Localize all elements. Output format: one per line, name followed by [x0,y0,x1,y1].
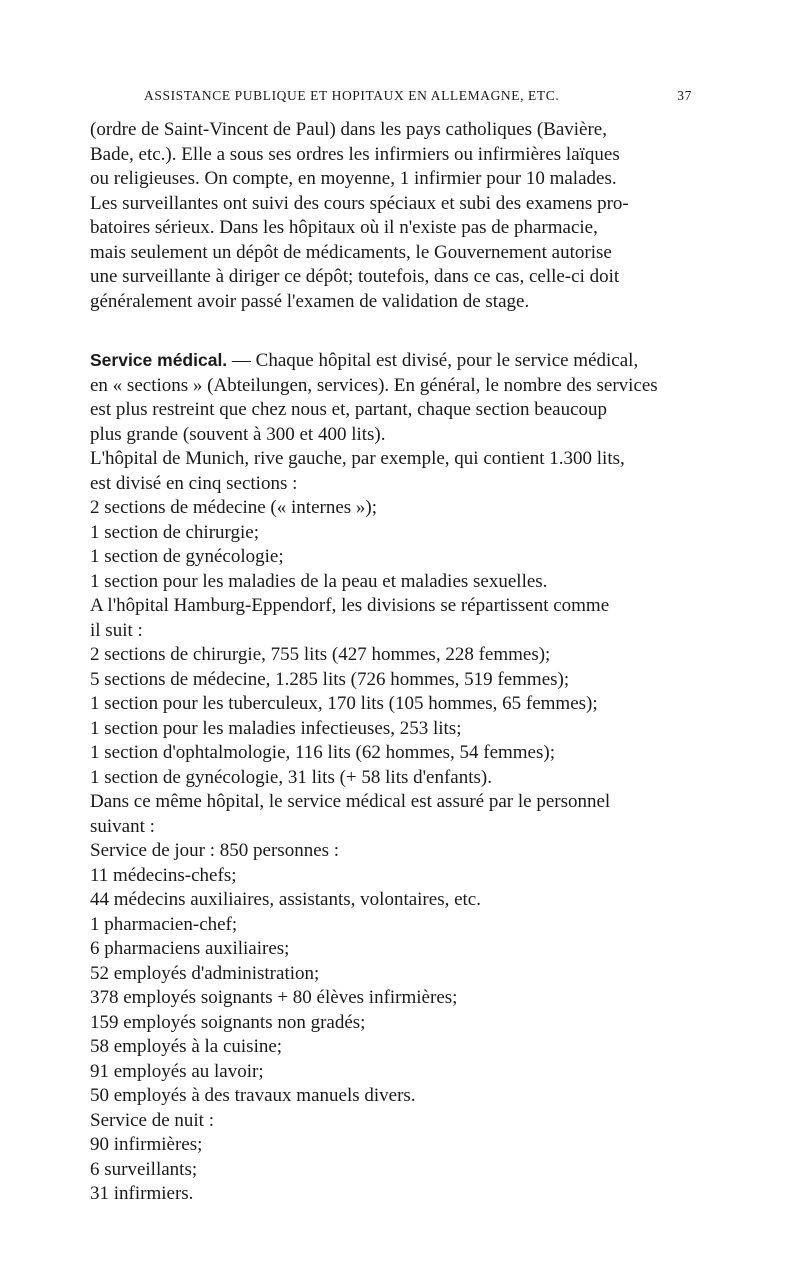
list-item: 91 employés au lavoir; [90,1060,264,1082]
munich-paragraph [90,447,694,594]
list-item: 52 employés d'administration; [90,962,320,984]
list-item: 1 section de gynécologie; [90,546,284,567]
list-item: 1 section pour les tuberculeux, 170 lits (105 hommes, 65 femmes); [90,693,598,714]
list-item: 1 section d'ophtalmologie, 116 lits (62 hommes, 54 femmes); [90,742,555,763]
list-item: 11 médecins-chefs; [90,864,237,886]
hamburg-paragraph [90,594,694,790]
list-item: 1 section pour les maladies de la peau et maladies sexuelles. [90,570,548,592]
text-line: est divisé en cinq sections : [90,472,298,494]
service-medical-section [90,348,694,447]
list-item: 1 section de gynécologie, 31 lits (+ 58 lits d'enfants). [90,766,492,788]
text-line [90,348,694,374]
text-line: A l'hôpital Hamburg-Eppendorf, les divisions se répartissent comme [90,595,610,616]
text-line: une surveillante à diriger ce dépôt; toutefois, dans ce cas, celle-ci doit [90,266,620,287]
page-body [90,118,694,1207]
list-item: 1 section de chirurgie; [90,521,260,543]
page-header [90,88,690,108]
list-item: 159 employés soignants non gradés; [90,1011,366,1033]
list-item: 378 employés soignants + 80 élèves infirmières; [90,987,458,1008]
text-line: batoires sérieux. Dans les hôpitaux où il n'existe pas de pharmacie, [90,217,598,238]
list-item: 6 pharmaciens auxiliaires; [90,938,290,959]
text-line: suivant : [90,815,155,837]
text-line: Dans ce même hôpital, le service médical est assuré par le personnel [90,791,611,812]
text-line: en « sections » (Abteilungen, services). En général, le nombre des services [90,374,658,396]
night-service-heading: Service de nuit : [90,1109,214,1131]
text-line: L'hôpital de Munich, rive gauche, par exemple, qui contient 1.300 lits, [90,448,625,469]
text-line: il suit : [90,619,143,641]
text-line: ou religieuses. On compte, en moyenne, 1 infirmier pour 10 malades. [90,168,617,189]
text-line: est plus restreint que chez nous et, partant, chaque section beaucoup [90,399,608,420]
text-line: (ordre de Saint-Vincent de Paul) dans les pays catholiques (Bavière, [90,119,607,140]
heading-continuation: — Chaque hôpital est divisé, pour le service médical, [227,350,639,371]
list-item: 6 surveillants; [90,1158,198,1180]
list-item: 1 section pour les maladies infectieuses, 253 lits; [90,717,462,739]
page-number: 37 [677,88,692,103]
list-item: 44 médecins auxiliaires, assistants, volontaires, etc. [90,889,481,910]
intro-paragraph [90,118,694,314]
list-item: 1 pharmacien-chef; [90,913,238,935]
text-line: généralement avoir passé l'examen de validation de stage. [90,290,530,312]
list-item: 5 sections de médecine, 1.285 lits (726 hommes, 519 femmes); [90,668,570,690]
list-item: 2 sections de chirurgie, 755 lits (427 hommes, 228 femmes); [90,644,551,665]
personnel-paragraph [90,790,694,1207]
section-heading: Service médical. [90,350,228,370]
list-item: 50 employés à des travaux manuels divers. [90,1085,416,1106]
text-line: plus grande (souvent à 300 et 400 lits). [90,423,386,445]
list-item: 31 infirmiers. [90,1183,194,1204]
text-line: Bade, etc.). Elle a sous ses ordres les infirmiers ou infirmières laïques [90,143,620,165]
running-title: ASSISTANCE PUBLIQUE ET HOPITAUX EN ALLEMAGNE, ETC. [144,88,560,103]
text-line: Les surveillantes ont suivi des cours spéciaux et subi des examens pro- [90,192,629,214]
day-service-heading: Service de jour : 850 personnes : [90,840,340,861]
list-item: 90 infirmières; [90,1134,203,1155]
list-item: 58 employés à la cuisine; [90,1036,283,1057]
list-item: 2 sections de médecine (« internes »); [90,497,378,518]
text-line: mais seulement un dépôt de médicaments, le Gouvernement autorise [90,241,612,263]
